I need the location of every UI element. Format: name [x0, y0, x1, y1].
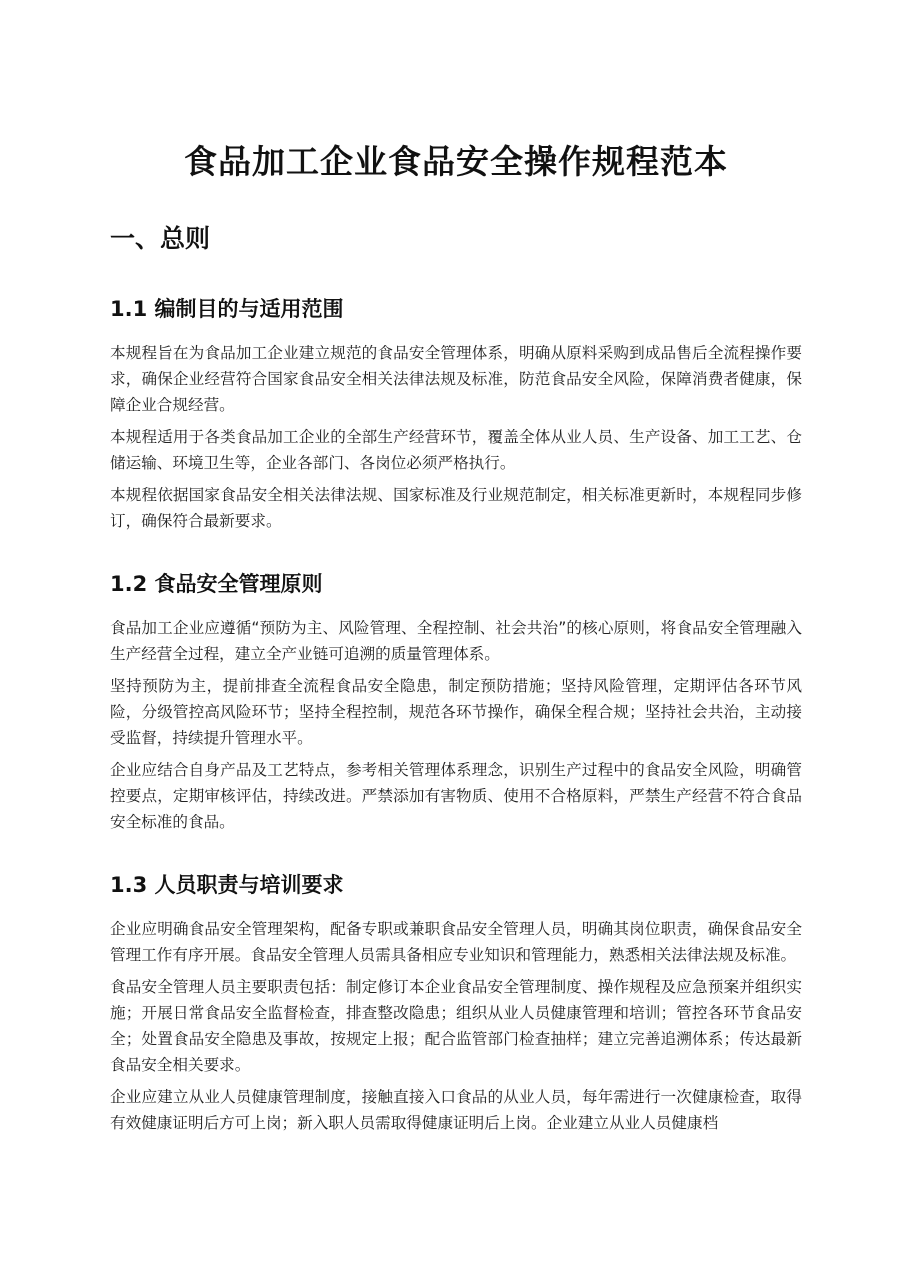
paragraph: 本规程旨在为食品加工企业建立规范的食品安全管理体系，明确从原料采购到成品售后全流程操作要求，确保企业经营符合国家食品安全相关法律法规及标准，防范食品安全风险，保障消费者健康，保障企业合规经营。	[110, 344, 802, 414]
paragraph: 本规程依据国家食品安全相关法律法规、国家标准及行业规范制定，相关标准更新时，本规程同步修订，确保符合最新要求。	[110, 486, 802, 530]
chapter-heading: 一、总则	[110, 224, 211, 253]
paragraph: 企业应明确食品安全管理架构，配备专职或兼职食品安全管理人员，明确其岗位职责，确保食品安全管理工作有序开展。食品安全管理人员需具备相应专业知识和管理能力，熟悉相关法律法规及标准。	[110, 920, 802, 964]
section-heading: 1.1 编制目的与适用范围	[110, 297, 344, 321]
section-1-1	[110, 294, 802, 534]
section-heading: 1.2 食品安全管理原则	[110, 572, 323, 596]
section-heading: 1.3 人员职责与培训要求	[110, 873, 344, 897]
paragraph: 食品加工企业应遵循“预防为主、风险管理、全程控制、社会共治”的核心原则，将食品安全管理融入生产经营全过程，建立全产业链可追溯的质量管理体系。	[110, 619, 802, 663]
paragraph: 企业应建立从业人员健康管理制度，接触直接入口食品的从业人员，每年需进行一次健康检查，取得有效健康证明后方可上岗；新入职人员需取得健康证明后上岗。企业建立从业人员健康档	[110, 1088, 802, 1132]
section-1-2	[110, 569, 802, 835]
paragraph: 本规程适用于各类食品加工企业的全部生产经营环节，覆盖全体从业人员、生产设备、加工工艺、仓储运输、环境卫生等，企业各部门、各岗位必须严格执行。	[110, 428, 802, 472]
paragraph: 食品安全管理人员主要职责包括：制定修订本企业食品安全管理制度、操作规程及应急预案并组织实施；开展日常食品安全监督检查，排查整改隐患；组织从业人员健康管理和培训；管控各环节食品安全；处置食品安全隐患及事故，按规定上报；配合监管部门检查抽样；建立完善追溯体系；传达最新食品安全相关要求。	[110, 978, 802, 1074]
section-1-3	[110, 870, 802, 1136]
paragraph: 企业应结合自身产品及工艺特点，参考相关管理体系理念，识别生产过程中的食品安全风险，明确管控要点，定期审核评估，持续改进。严禁添加有害物质、使用不合格原料，严禁生产经营不符合食品安全标准的食品。	[110, 761, 802, 831]
document-title: 食品加工企业食品安全操作规程范本	[184, 142, 728, 181]
paragraph: 坚持预防为主，提前排查全流程食品安全隐患，制定预防措施；坚持风险管理，定期评估各环节风险，分级管控高风险环节；坚持全程控制，规范各环节操作，确保全程合规；坚持社会共治，主动接受监督，持续提升管理水平。	[110, 677, 802, 747]
